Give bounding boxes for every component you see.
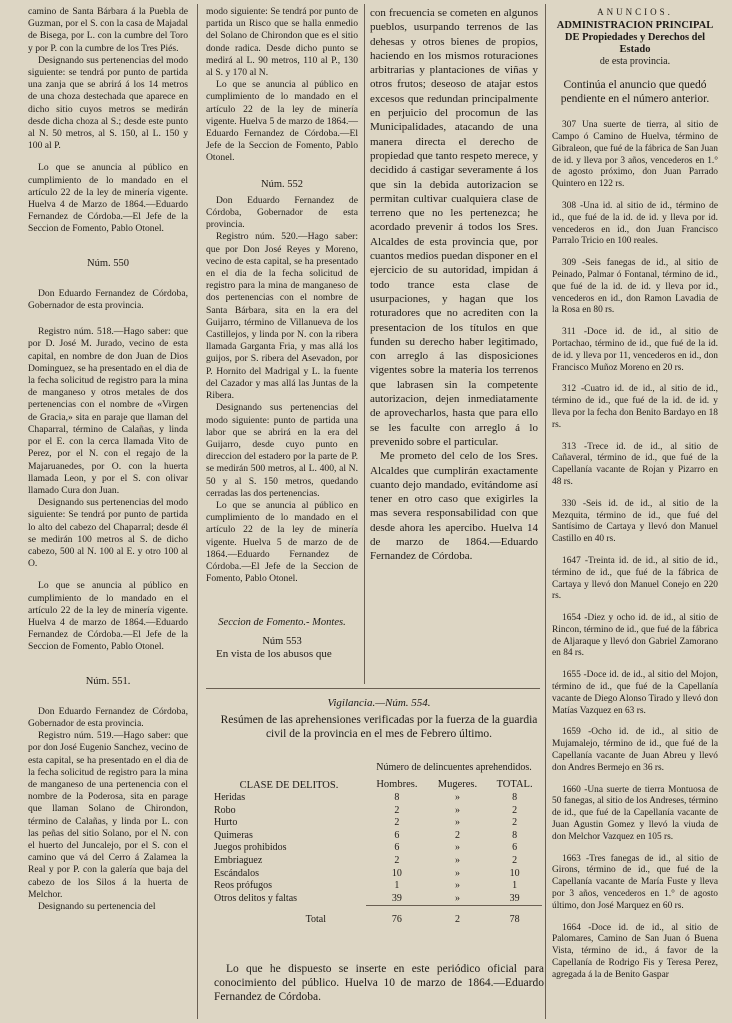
- men-cell: 10: [391, 867, 402, 879]
- crime-label: Juegos prohibidos: [214, 842, 287, 854]
- women-cell: »: [454, 817, 460, 829]
- men-cell: 2: [394, 854, 400, 866]
- paragraph: Designando su pertenencia del: [38, 901, 156, 912]
- col-class-header: CLASE DE DELITOS.: [239, 780, 339, 792]
- section-heading: Seccion de Fomento.- Montes.: [218, 617, 346, 629]
- total-cell: 6: [512, 842, 518, 854]
- list-item: 1660 -Una suerte de tierra Montuosa de 50 fanegas, al sitio de los Andreses, término de id., que fué de la Capellanía vacante de Juan Agustin Gomez y llevó la viuda de don Melchor Vazquez en 105 rs.: [552, 784, 718, 842]
- women-cell: »: [454, 867, 460, 879]
- men-cell: 2: [394, 804, 400, 816]
- table-row: [212, 879, 542, 892]
- paragraph: Lo que se anuncia al público en cumplimiento de lo mandado en el artículo 22 de la ley de minería vigente. Huelva 4 de Marzo de 1864.—Eduardo Fernandez de Córdoba.—El Jefe de la Seccion de Fomento, Pablo Otonel.: [28, 162, 188, 235]
- paragraph: Don Eduardo Fernandez de Córdoba, Gobernador de esta provincia.: [28, 705, 188, 729]
- paragraph: Registro núm. 518.—Hago saber: que por D. José M. Jurado, vecino de esta capital, en nombre de don Juan de Dios Dominguez, se ha presentado en el dia de la fecha solicitud de registro para la mina de manganeso y otros metales de dos pertenencias con el nombre de «Virgen de Gracia,» sita en paraje que llaman del Chaparral, término de Calañas, y linda por el E. con la cerca llamada Vito de Perez, por el N. con el regajo de la Majaruanedes, por O. con la huerta llamada Leon, y por el S. con olivar llamado Cura don Juan.: [28, 326, 188, 496]
- total-total: 78: [487, 905, 542, 926]
- col-total-header: TOTAL.: [496, 779, 533, 791]
- total-cell: 2: [512, 817, 518, 829]
- crime-label: Escándalos: [214, 867, 259, 879]
- crime-label: Otros delitos y faltas: [214, 892, 298, 904]
- paragraph: En vista de los abusos que: [216, 647, 332, 660]
- column-3: [370, 6, 538, 564]
- paragraph: con frecuencia se cometen en algunos pueblos, usurpando terrenos de las dehesas y otros bienes de propios, haciendo en los mismos roturaciones arbitrarias y plantaciones de viñas y otros frutos; deseoso de atajar estos excesos que redundan principalmente en perjuicio del procomun de las Municipalidades, atacando de una manera directa el derecho de propiedad que tanto respeto merece, y decidido á castigar severamente á los que sin la debida autorizacion se permitan cultivar cualquiera clase de terreno que no les pertenezca; he acordado prevenir á todos los Sres. Alcaldes de esta provincia que, por cuantos medios puedan disponer en el ejercicio de su autoridad, impidan á todo trance esta clase de usurpaciones, y hagan que los roturadores que no acrediten con la presentacion de los títulos en que funden su derecho haber legitimado, con arreglo á las disposiciones vigentes sobre la materia los terrenos que labrasen sin la competente autorizacion, dejen inmediatamente de aprovecharlos, hasta que para ello se les faculte con arreglo á lo prevenido sobre el particular.: [370, 7, 538, 448]
- crime-label: Reos prófugos: [214, 880, 273, 892]
- list-item: 312 -Cuatro id. de id., al sitio de id., término de id., que fué de la id. de id. y lleva por la fecha don Benito Bardayo en 18 rs.: [552, 384, 718, 430]
- list-item: 1655 -Doce id. de id., al sitio del Mojon, término de id., que fué de la Capellanía vacante de Diego Alonso Tirado y llevó don Matías Vazquez en 63 rs.: [552, 670, 718, 716]
- crime-table: [212, 762, 542, 926]
- men-cell: 39: [391, 892, 402, 904]
- crime-label: Quimeras: [214, 829, 253, 841]
- notice-number: Núm. 552: [261, 178, 303, 190]
- women-cell: »: [454, 892, 460, 904]
- men-cell: 2: [394, 817, 400, 829]
- table-row: [212, 867, 542, 880]
- table-row: [212, 842, 542, 855]
- total-label: Total: [305, 914, 326, 926]
- notice-number: Núm. 551.: [85, 675, 131, 687]
- total-cell: 1: [512, 880, 518, 892]
- paragraph: modo siguiente: Se tendrá por punto de partida un Risco que se halla enmedio del Solano de Chirondon que es el sitio donde radica. Desde dicho punto se medirá al L. 90 metros, 110 al P., 130 al S. y 170 al N.: [206, 6, 358, 79]
- total-cell: 8: [512, 829, 518, 841]
- women-cell: 2: [454, 829, 460, 841]
- col-group-header: Número de delincuentes aprehendidos.: [376, 762, 532, 774]
- paragraph: Lo que se anuncia al público en cumplimiento de lo mandado en el artículo 22 de la ley de minería vigente. Huelva 4 de marzo de 1864.—Eduardo Fernandez de Córdoba.—El Jefe de la Seccion de Fomento, Pablo Otonel.: [28, 580, 188, 653]
- lot-list: [552, 120, 718, 981]
- men-cell: 8: [394, 791, 400, 803]
- total-men: 76: [366, 905, 428, 926]
- men-cell: 6: [394, 842, 400, 854]
- crime-label: Robo: [214, 804, 236, 816]
- section-label: ANUNCIOS.: [597, 7, 673, 17]
- section-subheading: de esta provincia.: [599, 56, 671, 68]
- summary-intro: Resúmen de las aprehensiones verificadas por la fuerza de la guardia civil de la provincia en el mes de Febrero último.: [220, 714, 538, 740]
- column-1: [28, 6, 188, 913]
- col-men-header: Hombres.: [376, 779, 418, 791]
- column-2: [206, 6, 358, 661]
- table-total-row: [212, 905, 542, 926]
- list-item: 1664 -Doce id. de id., al sitio de Palomares, Camino de San Juan ó Buena Vista, término de id., á favor de la Capellanía de Rodrigo Fis y Teresa Perez, agregada á la de Benito Gaspar: [552, 922, 718, 980]
- list-item: 307 Una suerte de tierra, al sitio de Campo ó Camino de Huelva, término de Gibraleon, que fué de la fábrica de San Juan de id. y lleva por 3 años, vencederos en 1.° de agosto próximo, don Juan Parrado Quintero en 122 rs.: [552, 120, 718, 190]
- paragraph: Don Eduardo Fernandez de Córdoba, Gobernador de esta provincia.: [206, 194, 358, 231]
- col-women-header: Mugeres.: [437, 779, 478, 791]
- table-row: [212, 892, 542, 905]
- list-item: 1663 -Tres fanegas de id., al sitio de Girons, término de id., que fué de la Capellanía vacante de María Fuste y lleva por 3 años, vencederos en 1.° de agosto último, don José Marquez en 60 rs.: [552, 853, 718, 911]
- section-heading: ADMINISTRACION PRINCIPAL DE Propiedades y Derechos del Estado: [556, 20, 714, 56]
- men-cell: 1: [394, 880, 400, 892]
- total-cell: 10: [509, 867, 520, 879]
- list-item: 330 -Seis id. de id., al sitio de la Mezquita, término de id., que fué del Santísimo de Cartaya y llevó don Manuel Castillo en 40 rs.: [552, 498, 718, 545]
- total-cell: 2: [512, 804, 518, 816]
- paragraph: Designando sus pertenencias del modo siguiente: se tendrá por punto de partida una zanja que se abrirá á los 14 metros de una choza destechada que aparece en dicho sitio cuyos metros se medirán desde dicha choza al S.; desde este punto al N. 50 metros, al S. 150, al L. 150 y 100 al P.: [28, 54, 188, 152]
- women-cell: »: [454, 791, 460, 803]
- table-row: [212, 854, 542, 867]
- table-row: [212, 791, 542, 804]
- crime-label: Hurto: [214, 817, 238, 829]
- women-cell: »: [454, 880, 460, 892]
- table-row: [212, 816, 542, 829]
- list-item: 313 -Trece id. de id., al sitio de Cañaveral, término de id., que fué de la Capellanía vacante de Rojan y Pizarro en 48 rs.: [552, 441, 718, 487]
- paragraph: Lo que se anuncia al público en cumplimiento de lo mandado en el artículo 22 de la ley de minería vigente. Huelva 5 de marzo de de 1864.—Eduardo Fernandez de Córdoba.—El Jefe de la Seccion de Fomento, Pablo Otonel.: [206, 499, 358, 585]
- total-women: 2: [428, 905, 487, 926]
- paragraph: Registro núm. 520.—Hago saber: que por Don José Reyes y Moreno, vecino de esta capital, se ha presentado en el dia de la fecha solicitud de registro para la mina de manganeso de dos pertenencias con el nombre de Santa Bárbara, sita en la era del Guijarro, término de Villanueva de los Castillejos, y linda por N. con la ribera llamada Garganta Fria, y mas allá los guijos, por S. ribera del Asevadon, por P. Hornito del Madrigal y L. la fuente del Cazador y mas allá las Juntas de la Ribera.: [206, 231, 358, 402]
- list-item: 309 -Seis fanegas de id., al sitio de Peinado, Palmar ó Fontanal, término de id., que fué de la id. de id. y lleva por id., vencederos en id., don Ramon Lavadia de la Rosa en 80 rs.: [552, 258, 718, 316]
- list-item: 1659 -Ocho id. de id., al sitio de Mujamalejo, término de id., que fué de la Capellanía vacante de Juan Abreu y llevó don Andres Bermejo en 36 rs.: [552, 727, 718, 773]
- paragraph: Designando sus pertenencias del modo siguiente: Se tendrá por punto de partida lo alto del cabezo del Chaparral; desde él se medirán 100 metros al S. de dicho cabezo, 500 al N. 100 al E. y otro 100 al O.: [28, 497, 188, 570]
- crime-label: Embriaguez: [214, 854, 263, 866]
- intro-text: Continúa el anuncio que quedó pendiente en el número anterior.: [560, 79, 710, 106]
- total-cell: 8: [512, 791, 518, 803]
- notice-number: Núm 553: [262, 635, 302, 647]
- paragraph: Lo que se anuncia al público en cumplimiento de lo mandado en el artículo 22 de la ley de minería vigente. Huelva 5 de marzo de 1864.—Eduardo Fernandez de Córdoba.—El Jefe de la Seccion de Fomento, Pablo Otonel.: [206, 79, 358, 164]
- column-rule: [545, 4, 546, 1019]
- men-cell: 6: [394, 829, 400, 841]
- column-rule: [197, 4, 198, 1019]
- paragraph: Me prometo del celo de los Sres. Alcaldes que cumplirán exactamente cuanto dejo mandado, evitándome así tener en otro caso que exigirles la mas severa responsabilidad con que desde ahora les apercibo. Huelva 14 de marzo de 1864.—Eduardo Fernandez de Córdoba.: [370, 450, 538, 563]
- notice-number: Núm. 550: [87, 257, 129, 269]
- crime-label: Heridas: [214, 791, 246, 803]
- list-item: 1654 -Diez y ocho id. de id., al sitio de Rincon, término de id., que fué de la fábrica de Aljaraque y llevó don Gabriel Zamorano en 84 rs.: [552, 613, 718, 659]
- paragraph: Designando sus pertenencias del modo siguiente: punto de partida una labor que se abrirá en la era del Guijarro, desde cuyo punto en direccion del estadero por la parte de P. se medirán 500 metros, al L. 400, al N. 50 y al S. 150 metros, quedando cerradas las dos pertenencias.: [206, 402, 358, 499]
- section-rule: [206, 688, 540, 689]
- list-item: 1647 -Treinta id. de id., al sitio de id., término de id., que fué de la fábrica de Cartaya y llevó don Manuel Conejo en 220 rs.: [552, 555, 718, 602]
- column-rule: [364, 4, 365, 684]
- paragraph: Registro núm. 519.—Hago saber: que por don José Eugenio Sanchez, vecino de esta capital, se ha presentado en el dia de la fecha solicitud de registro para la mina de manganeso de una pertenencia con el nombre de la Poderosa, sita en parage que llaman Solano de Chirondon, término de Calañas, y linda por L. con las peñas del sitio Solano, por el N. con el huerto del Juncalejo, por el S. con el camino que vá del Cerro á Zalamea la Real y por P. con la galería que baja del cabezo de los Silos á la huerta de Melchor.: [28, 730, 188, 900]
- women-cell: »: [454, 804, 460, 816]
- list-item: 311 -Doce id. de id., al sitio de Portachao, término de id., que fué de la id. de id. y lleva por 11, vencederos en id., don Francisco Muñoz Moreno en 20 rs.: [552, 327, 718, 373]
- paragraph: Don Eduardo Fernandez de Córdoba, Gobernador de esta provincia.: [28, 287, 188, 312]
- list-item: 308 -Una id. al sitio de id., término de id., que fué de la id. de id. y lleva por id. vencederos en id., don Juan Francisco Parralo Tricio en 100 reales.: [552, 200, 718, 247]
- women-cell: »: [454, 854, 460, 866]
- table-row: [212, 829, 542, 842]
- women-cell: »: [454, 842, 460, 854]
- total-cell: 2: [512, 854, 518, 866]
- section-heading: Vigilancia.—Núm. 554.: [327, 697, 431, 709]
- paragraph: camino de Santa Bárbara á la Puebla de Guzman, por el S. con la casa de Majadal de Bisega, por L. con la cumbre del Toro y por P. con la cumbre de los Tres Piés.: [28, 6, 188, 54]
- closing-paragraph: Lo que he dispuesto se inserte en este periódico oficial para conocimiento del público. Huelva 10 de marzo de 1864.—Eduardo Fernandez de Córdoba.: [214, 963, 544, 1003]
- table-row: [212, 804, 542, 817]
- column-4: [552, 6, 718, 992]
- total-cell: 39: [509, 892, 520, 904]
